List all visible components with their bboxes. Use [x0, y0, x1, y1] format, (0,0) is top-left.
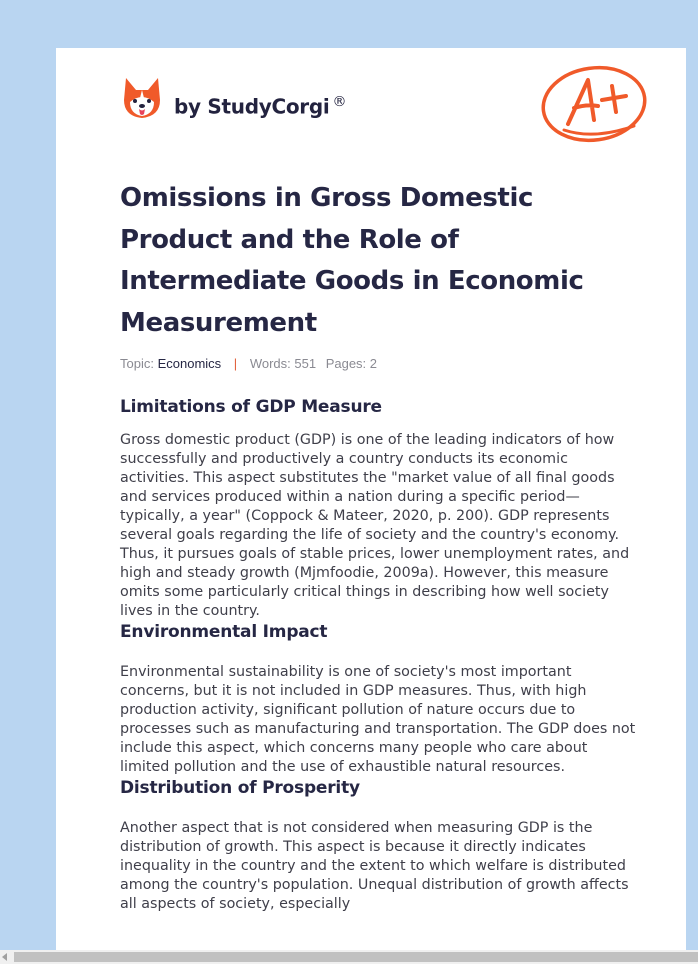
meta-separator: |: [233, 356, 238, 371]
article-title: Omissions in Gross Domestic Product and the Role of Intermediate Goods in Economic Measurement: [120, 183, 584, 338]
brand-text: by StudyCorgi: [174, 94, 330, 119]
document-page: [56, 48, 686, 958]
chevron-left-icon[interactable]: [2, 953, 7, 961]
horizontal-scrollbar[interactable]: [0, 950, 698, 964]
page-header: [120, 76, 650, 156]
article-content: [120, 178, 636, 914]
topic-label: Topic:: [120, 356, 154, 371]
word-count: Words: 551: [249, 356, 317, 371]
registered-mark: ®: [332, 93, 347, 110]
section-heading: Limitations of GDP Measure: [120, 397, 382, 417]
corgi-icon: [122, 76, 162, 120]
topic-link[interactable]: Economics: [157, 356, 222, 371]
section-heading: Distribution of Prosperity: [120, 778, 360, 798]
scrollbar-thumb[interactable]: [14, 952, 698, 962]
section-paragraph: Gross domestic product (GDP) is one of the leading indicators of how successfully and productively a country conducts its economic activities. This aspect substitutes the "market value of all final goods and services produced within a nation during a specific period—typically, a year" (Coppock & Mateer, 2020, p. 200). GDP represents several goals regarding the life of society and the country's economy. Thus, it pursues goals of stable prices, lower unemployment rates, and high and steady growth (Mjmfoodie, 2009a). However, this measure omits some particularly critical things in describing how well society lives in the country.: [120, 432, 630, 619]
page-count: Pages: 2: [325, 356, 378, 371]
section-heading: Environmental Impact: [120, 622, 328, 642]
brand-name: [174, 94, 346, 119]
section-paragraph: Environmental sustainability is one of society's most important concerns, but it is not included in GDP measures. Thus, with high production activity, significant pollution of nature occurs due to processes such as manufacturing and transportation. The GDP does not include this aspect, which concerns many people who care about limited pollution and the use of exhaustible natural resources.: [120, 664, 636, 775]
studycorgi-logo[interactable]: [122, 76, 346, 120]
article-meta: [120, 356, 636, 371]
section-paragraph: Another aspect that is not considered when measuring GDP is the distribution of growth. This aspect is because it directly indicates inequality in the country and the extent to which welfare is distributed among the country's population. Unequal distribution of growth affects all aspects of society, especially: [120, 820, 629, 912]
grade-badge-icon: [538, 60, 650, 149]
